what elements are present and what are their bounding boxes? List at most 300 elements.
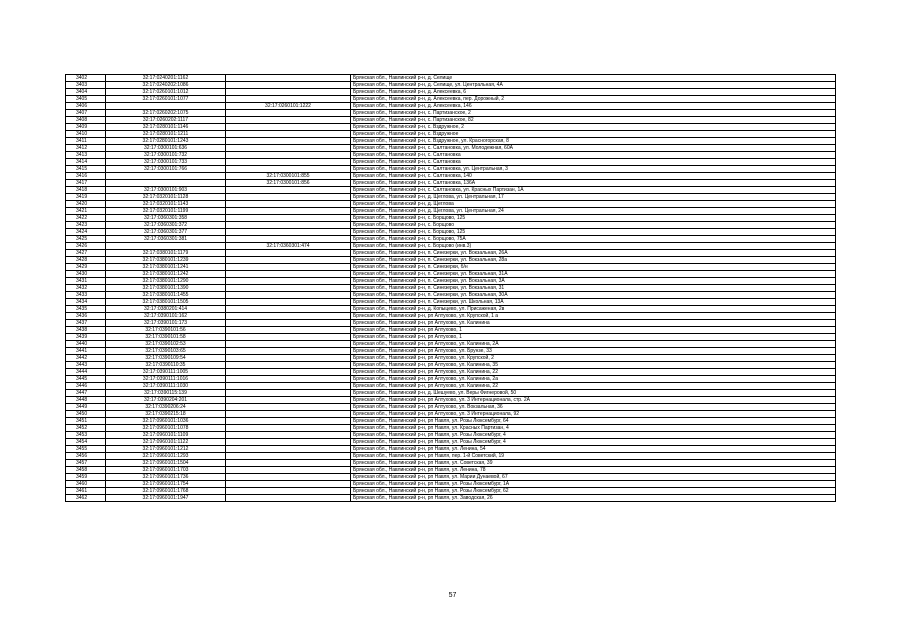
previous-number-cell [226,229,351,236]
previous-number-cell [226,306,351,313]
previous-number-cell [226,411,351,418]
row-number-cell: 3444 [66,369,106,376]
previous-number-cell [226,481,351,488]
cadastral-number-cell: 32:17:0960101:1768 [106,488,226,495]
table-row [66,250,836,257]
table-row [66,355,836,362]
cadastral-number-cell: 32:17:0380101:1241 [106,264,226,271]
cadastral-number-cell: 32:17:0960101:1122 [106,439,226,446]
previous-number-cell [226,334,351,341]
row-number-cell: 3432 [66,285,106,292]
row-number-cell: 3421 [66,208,106,215]
cadastral-number-cell [106,180,226,187]
previous-number-cell [226,124,351,131]
previous-number-cell [226,145,351,152]
address-cell: Брянская обл., Навлинский р-н, с. Салтановка, ул. Центральная, 3 [351,166,836,173]
row-number-cell: 3414 [66,159,106,166]
address-cell: Брянская обл., Навлинский р-н, с. Салтановка [351,159,836,166]
table-row [66,467,836,474]
table-row [66,390,836,397]
cadastral-number-cell: 32:17:0390215:18 [106,411,226,418]
cadastral-number-cell: 32:17:0240202:1086 [106,82,226,89]
address-cell: Брянская обл., Навлинский р-н, рп Навля, ул. Розы Люксембург, 4 [351,439,836,446]
cadastral-number-cell: 32:17:0380101:1455 [106,292,226,299]
address-cell: Брянская обл., Навлинский р-н, рп Алтухово, 1 [351,334,836,341]
cadastral-number-cell: 32:17:0390111:1016 [106,376,226,383]
address-cell: Брянская обл., Навлинский р-н, п. Синезерки, б/н [351,264,836,271]
address-cell: Брянская обл., Навлинский р-н, рп Алтухово, ул. Калинина, 2а [351,376,836,383]
row-number-cell: 3449 [66,404,106,411]
cadastral-number-cell: 32:17:0260202:1117 [106,117,226,124]
table-row [66,103,836,110]
previous-number-cell [226,285,351,292]
previous-number-cell [226,292,351,299]
table-row [66,75,836,82]
table-row [66,348,836,355]
address-cell: Брянская обл., Навлинский р-н, с. Салтановка [351,152,836,159]
cadastral-number-cell: 32:17:0280101:1243 [106,138,226,145]
previous-number-cell [226,474,351,481]
row-number-cell: 3422 [66,215,106,222]
table-row [66,306,836,313]
row-number-cell: 3459 [66,474,106,481]
table-row [66,194,836,201]
previous-number-cell [226,390,351,397]
cadastral-number-cell: 32:17:0960101:1947 [106,495,226,502]
table-row [66,292,836,299]
address-cell: Брянская обл., Навлинский р-н, д. Селище, ул. Центральная, 4А [351,82,836,89]
table-row [66,173,836,180]
address-cell: Брянская обл., Навлинский р-н, д. Щеглова [351,201,836,208]
previous-number-cell [226,166,351,173]
row-number-cell: 3455 [66,446,106,453]
table-row [66,383,836,390]
previous-number-cell [226,453,351,460]
row-number-cell: 3408 [66,117,106,124]
table-row [66,432,836,439]
table-row [66,460,836,467]
row-number-cell: 3453 [66,432,106,439]
previous-number-cell [226,201,351,208]
cadastral-number-cell [106,173,226,180]
table-row [66,418,836,425]
table-row [66,334,836,341]
cadastral-number-cell: 32:17:0360301:381 [106,236,226,243]
cadastral-number-cell: 32:17:0390102:53 [106,341,226,348]
cadastral-number-cell: 32:17:0280101:1211 [106,131,226,138]
previous-number-cell [226,467,351,474]
previous-number-cell [226,446,351,453]
previous-number-cell [226,271,351,278]
previous-number-cell [226,355,351,362]
cadastral-number-cell: 32:17:0380101:1239 [106,257,226,264]
previous-number-cell: 32:17:0300101:855 [226,173,351,180]
table-row [66,138,836,145]
row-number-cell: 3426 [66,243,106,250]
address-cell: Брянская обл., Навлинский р-н, с. Салтановка, 140 [351,173,836,180]
address-cell: Брянская обл., Навлинский р-н, с. Вздружное [351,131,836,138]
address-cell: Брянская обл., Навлинский р-н, рп Алтухово, ул. Калинина, 2А [351,341,836,348]
row-number-cell: 3415 [66,166,106,173]
table-body [66,75,836,502]
address-cell: Брянская обл., Навлинский р-н, рп Алтухово, ул. Калинина, 22 [351,383,836,390]
row-number-cell: 3424 [66,229,106,236]
row-number-cell: 3452 [66,425,106,432]
previous-number-cell [226,313,351,320]
row-number-cell: 3433 [66,292,106,299]
previous-number-cell [226,376,351,383]
address-cell: Брянская обл., Навлинский р-н, рп Алтухово, ул. Вокзальная, 36 [351,404,836,411]
table-row [66,222,836,229]
table-row [66,474,836,481]
table-row [66,453,836,460]
address-cell: Брянская обл., Навлинский р-н, д. Алексеевка, 146 [351,103,836,110]
previous-number-cell [226,194,351,201]
cadastral-number-cell: 32:17:0380101:1179 [106,250,226,257]
previous-number-cell [226,397,351,404]
table-row [66,488,836,495]
previous-number-cell [226,75,351,82]
row-number-cell: 3413 [66,152,106,159]
address-cell: Брянская обл., Навлинский р-н, рп Навля, ул. Розы Люксембург, 1А [351,481,836,488]
previous-number-cell [226,439,351,446]
address-cell: Брянская обл., Навлинский р-н, с. Борщово, 125 [351,229,836,236]
cadastral-number-cell: 32:17:0260202:1075 [106,110,226,117]
address-cell: Брянская обл., Навлинский р-н, д. Алексеевка, пер. Дорожный, 2 [351,96,836,103]
address-cell: Брянская обл., Навлинский р-н, рп Алтухово, ул. Крупской, 2 [351,355,836,362]
previous-number-cell: 32:17:0300101:856 [226,180,351,187]
cadastral-number-cell: 32:17:0300101:733 [106,159,226,166]
cadastral-number-cell: 32:17:0300101:732 [106,152,226,159]
address-cell: Брянская обл., Навлинский р-н, рп Навля, ул. Розы Люксембург, 4 [351,432,836,439]
cadastral-number-cell: 32:17:0390101:56 [106,327,226,334]
row-number-cell: 3457 [66,460,106,467]
cadastral-number-cell: 32:17:0300101:903 [106,187,226,194]
row-number-cell: 3437 [66,320,106,327]
table-row [66,236,836,243]
address-cell: Брянская обл., Навлинский р-н, рп Навля, ул. Заводская, 26 [351,495,836,502]
previous-number-cell [226,117,351,124]
address-cell: Брянская обл., Навлинский р-н, п. Синезерки, ул. Вокзальная, 3А [351,278,836,285]
cadastral-number-cell [106,243,226,250]
data-table [65,74,836,502]
cadastral-number-cell: 32:17:0960101:1109 [106,432,226,439]
previous-number-cell [226,264,351,271]
row-number-cell: 3441 [66,348,106,355]
address-cell: Брянская обл., Навлинский р-н, рп Алтухово, ул. 3 Интернационала, стр. 2А [351,397,836,404]
previous-number-cell [226,460,351,467]
previous-number-cell [226,404,351,411]
address-cell: Брянская обл., Навлинский р-н, д. Шешуево, ул. Веры Фигнеровой, 50 [351,390,836,397]
address-cell: Брянская обл., Навлинский р-н, д. Селище [351,75,836,82]
cadastral-number-cell: 32:17:0260101:1077 [106,96,226,103]
address-cell: Брянская обл., Навлинский р-н, рп Алтухово, ул. Калинина, 35 [351,362,836,369]
row-number-cell: 3425 [66,236,106,243]
address-cell: Брянская обл., Навлинский р-н, рп Алтухово, ул. Калинина, 22 [351,369,836,376]
address-cell: Брянская обл., Навлинский р-н, с. Салтановка, 136А [351,180,836,187]
cadastral-number-cell: 32:17:0280101:1146 [106,124,226,131]
address-cell: Брянская обл., Навлинский р-н, д. Копыцево, ул. Присаженая, 2в [351,306,836,313]
table-row [66,320,836,327]
address-cell: Брянская обл., Навлинский р-н, п. Синезерки, ул. Школьная, 13А [351,299,836,306]
previous-number-cell [226,250,351,257]
row-number-cell: 3406 [66,103,106,110]
row-number-cell: 3446 [66,383,106,390]
cadastral-number-cell: 32:17:0390103:65 [106,348,226,355]
address-cell: Брянская обл., Навлинский р-н, рп Алтухово, 1 [351,327,836,334]
previous-number-cell [226,187,351,194]
cadastral-number-cell: 32:17:0390110:35 [106,362,226,369]
previous-number-cell [226,369,351,376]
table-row [66,341,836,348]
address-cell: Брянская обл., Навлинский р-н, рп Навля, ул. Ленина, 54 [351,446,836,453]
previous-number-cell [226,96,351,103]
row-number-cell: 3443 [66,362,106,369]
cadastral-number-cell: 32:17:0960101:1293 [106,453,226,460]
table-row [66,446,836,453]
row-number-cell: 3409 [66,124,106,131]
cadastral-number-cell: 32:17:0360301:372 [106,222,226,229]
table-row [66,425,836,432]
address-cell: Брянская обл., Навлинский р-н, с. Вздружное, 2 [351,124,836,131]
row-number-cell: 3402 [66,75,106,82]
previous-number-cell [226,82,351,89]
row-number-cell: 3439 [66,334,106,341]
address-cell: Брянская обл., Навлинский р-н, рп Навля, ул. Ленина, 78 [351,467,836,474]
address-cell: Брянская обл., Навлинский р-н, с. Партизанское, 2 [351,110,836,117]
row-number-cell: 3440 [66,341,106,348]
cadastral-number-cell: 32:17:0380101:1242 [106,271,226,278]
row-number-cell: 3410 [66,131,106,138]
row-number-cell: 3423 [66,222,106,229]
table-row [66,82,836,89]
table-row [66,397,836,404]
row-number-cell: 3456 [66,453,106,460]
cadastral-number-cell: 32:17:0960101:1754 [106,481,226,488]
table-row [66,376,836,383]
address-cell: Брянская обл., Навлинский р-н, п. Синезерки, ул. Вокзальная, 31А [351,271,836,278]
row-number-cell: 3448 [66,397,106,404]
table-row [66,243,836,250]
row-number-cell: 3434 [66,299,106,306]
address-cell: Брянская обл., Навлинский р-н, с. Борщово [351,222,836,229]
row-number-cell: 3403 [66,82,106,89]
cadastral-number-cell: 32:17:0390115:139 [106,390,226,397]
cadastral-number-cell: 32:17:0390101:173 [106,320,226,327]
cadastral-number-cell: 32:17:0300101:636 [106,145,226,152]
previous-number-cell [226,110,351,117]
previous-number-cell [226,208,351,215]
table-row [66,285,836,292]
cadastral-number-cell: 32:17:0960101:1036 [106,418,226,425]
address-cell: Брянская обл., Навлинский р-н, д. Алексеевка, 6 [351,89,836,96]
cadastral-number-cell: 32:17:0320101:1199 [106,208,226,215]
cadastral-number-cell: 32:17:0960101:1078 [106,425,226,432]
table-row [66,110,836,117]
cadastral-number-cell: 32:17:0390206:24 [106,404,226,411]
previous-number-cell [226,278,351,285]
table-row [66,271,836,278]
address-cell: Брянская обл., Навлинский р-н, рп Навля, ул. Красных Партизан, 4 [351,425,836,432]
previous-number-cell [226,488,351,495]
row-number-cell: 3431 [66,278,106,285]
cadastral-number-cell: 32:17:0960101:1212 [106,446,226,453]
address-cell: Брянская обл., Навлинский р-н, рп Навля, ул. Советская, 39 [351,460,836,467]
previous-number-cell: 32:17:0360301:474 [226,243,351,250]
cadastral-number-cell: 32:17:0240201:1162 [106,75,226,82]
cadastral-number-cell: 32:17:0390101:58 [106,334,226,341]
address-cell: Брянская обл., Навлинский р-н, п. Синезерки, ул. Вокзальная, 28а [351,257,836,264]
address-cell: Брянская обл., Навлинский р-н, д. Щеглова, ул. Центральная, 17 [351,194,836,201]
row-number-cell: 3430 [66,271,106,278]
table-row [66,439,836,446]
table-row [66,152,836,159]
table-row [66,180,836,187]
cadastral-number-cell: 32:17:0960101:1703 [106,467,226,474]
row-number-cell: 3462 [66,495,106,502]
cadastral-number-cell: 32:17:0390109:54 [106,355,226,362]
previous-number-cell [226,362,351,369]
row-number-cell: 3419 [66,194,106,201]
row-number-cell: 3450 [66,411,106,418]
table-row [66,117,836,124]
row-number-cell: 3454 [66,439,106,446]
cadastral-number-cell: 32:17:0390204:201 [106,397,226,404]
table-row [66,215,836,222]
previous-number-cell [226,383,351,390]
row-number-cell: 3417 [66,180,106,187]
address-cell: Брянская обл., Навлинский р-н, с. Партизанское, 82 [351,117,836,124]
row-number-cell: 3442 [66,355,106,362]
table-row [66,208,836,215]
row-number-cell: 3416 [66,173,106,180]
address-cell: Брянская обл., Навлинский р-н, п. Синезерки, ул. Вокзальная, 30А [351,292,836,299]
address-cell: Брянская обл., Навлинский р-н, д. Щеглова, ул. Центральная, 24 [351,208,836,215]
row-number-cell: 3411 [66,138,106,145]
address-cell: Брянская обл., Навлинский р-н, рп Алтухово, ул. 3 Интернационала, 92 [351,411,836,418]
previous-number-cell [226,418,351,425]
table-row [66,327,836,334]
row-number-cell: 3451 [66,418,106,425]
row-number-cell: 3428 [66,257,106,264]
previous-number-cell [226,327,351,334]
cadastral-number-cell: 32:17:0390111:1030 [106,383,226,390]
cadastral-number-cell: 32:17:0320101:1143 [106,201,226,208]
row-number-cell: 3458 [66,467,106,474]
row-number-cell: 3461 [66,488,106,495]
table-row [66,131,836,138]
address-cell: Брянская обл., Навлинский р-н, рп Алтухово, ул. Калинина [351,320,836,327]
table-row [66,166,836,173]
previous-number-cell [226,152,351,159]
row-number-cell: 3429 [66,264,106,271]
table-row [66,313,836,320]
previous-number-cell [226,348,351,355]
row-number-cell: 3407 [66,110,106,117]
row-number-cell: 3405 [66,96,106,103]
cadastral-number-cell: 32:17:0360301:377 [106,229,226,236]
cadastral-number-cell: 32:17:0380201:414 [106,306,226,313]
table-row [66,201,836,208]
cadastral-number-cell: 32:17:0380101:1390 [106,285,226,292]
previous-number-cell [226,89,351,96]
cadastral-number-cell: 32:17:0380101:1505 [106,299,226,306]
previous-number-cell [226,131,351,138]
row-number-cell: 3435 [66,306,106,313]
table-row [66,96,836,103]
table-row [66,411,836,418]
table-row [66,257,836,264]
row-number-cell: 3438 [66,327,106,334]
row-number-cell: 3420 [66,201,106,208]
row-number-cell: 3445 [66,376,106,383]
table-row [66,495,836,502]
previous-number-cell [226,215,351,222]
address-cell: Брянская обл., Навлинский р-н, рп Навля, ул. Розы Люксембург, 64 [351,418,836,425]
table-row [66,145,836,152]
cadastral-number-cell: 32:17:0360301:358 [106,215,226,222]
cadastral-number-cell [106,103,226,110]
address-cell: Брянская обл., Навлинский р-н, рп Навля, пер. 1-й Советский, 19 [351,453,836,460]
table-row [66,404,836,411]
cadastral-number-cell: 32:17:0960101:1504 [106,460,226,467]
cadastral-number-cell: 32:17:0300101:766 [106,166,226,173]
table-row [66,124,836,131]
address-cell: Брянская обл., Навлинский р-н, рп Алтухово, ул. Крупской, 1 а [351,313,836,320]
previous-number-cell [226,138,351,145]
table-row [66,187,836,194]
cadastral-number-cell: 32:17:0380101:1290 [106,278,226,285]
address-cell: Брянская обл., Навлинский р-н, с. Салтановка, ул. Молодежная, 60А [351,145,836,152]
table-row [66,264,836,271]
previous-number-cell: 32:17:0260101:1222 [226,103,351,110]
cadastral-number-cell: 32:17:0960101:1736 [106,474,226,481]
table-row [66,369,836,376]
row-number-cell: 3436 [66,313,106,320]
page-number: 57 [448,592,457,599]
row-number-cell: 3412 [66,145,106,152]
row-number-cell: 3427 [66,250,106,257]
address-cell: Брянская обл., Навлинский р-н, с. Борщово (инв.3) [351,243,836,250]
row-number-cell: 3460 [66,481,106,488]
cadastral-number-cell: 32:17:0390111:1005 [106,369,226,376]
address-cell: Брянская обл., Навлинский р-н, с. Салтановка, ул. Красных Партизан, 1А [351,187,836,194]
table-row [66,362,836,369]
table-row [66,89,836,96]
previous-number-cell [226,320,351,327]
address-cell: Брянская обл., Навлинский р-н, рп Навля, ул. Розы Люксембург, 62 [351,488,836,495]
previous-number-cell [226,341,351,348]
row-number-cell: 3404 [66,89,106,96]
previous-number-cell [226,236,351,243]
row-number-cell: 3447 [66,390,106,397]
table-row [66,159,836,166]
address-cell: Брянская обл., Навлинский р-н, рп Алтухово, ул. Брунзе, 33 [351,348,836,355]
row-number-cell: 3418 [66,187,106,194]
previous-number-cell [226,159,351,166]
table-row [66,229,836,236]
previous-number-cell [226,495,351,502]
address-cell: Брянская обл., Навлинский р-н, рп Навля, ул. Марии Дунаевой, 67 [351,474,836,481]
address-cell: Брянская обл., Навлинский р-н, с. Борщово, 75А [351,236,836,243]
cadastral-number-cell: 32:17:0390101:162 [106,313,226,320]
cadastral-number-cell: 32:17:0260101:1012 [106,89,226,96]
previous-number-cell [226,432,351,439]
address-cell: Брянская обл., Навлинский р-н, с. Вздружное, ул. Красногорская, 8 [351,138,836,145]
table-row [66,278,836,285]
previous-number-cell [226,257,351,264]
address-cell: Брянская обл., Навлинский р-н, п. Синезерки, ул. Вокзальная, 26А [351,250,836,257]
